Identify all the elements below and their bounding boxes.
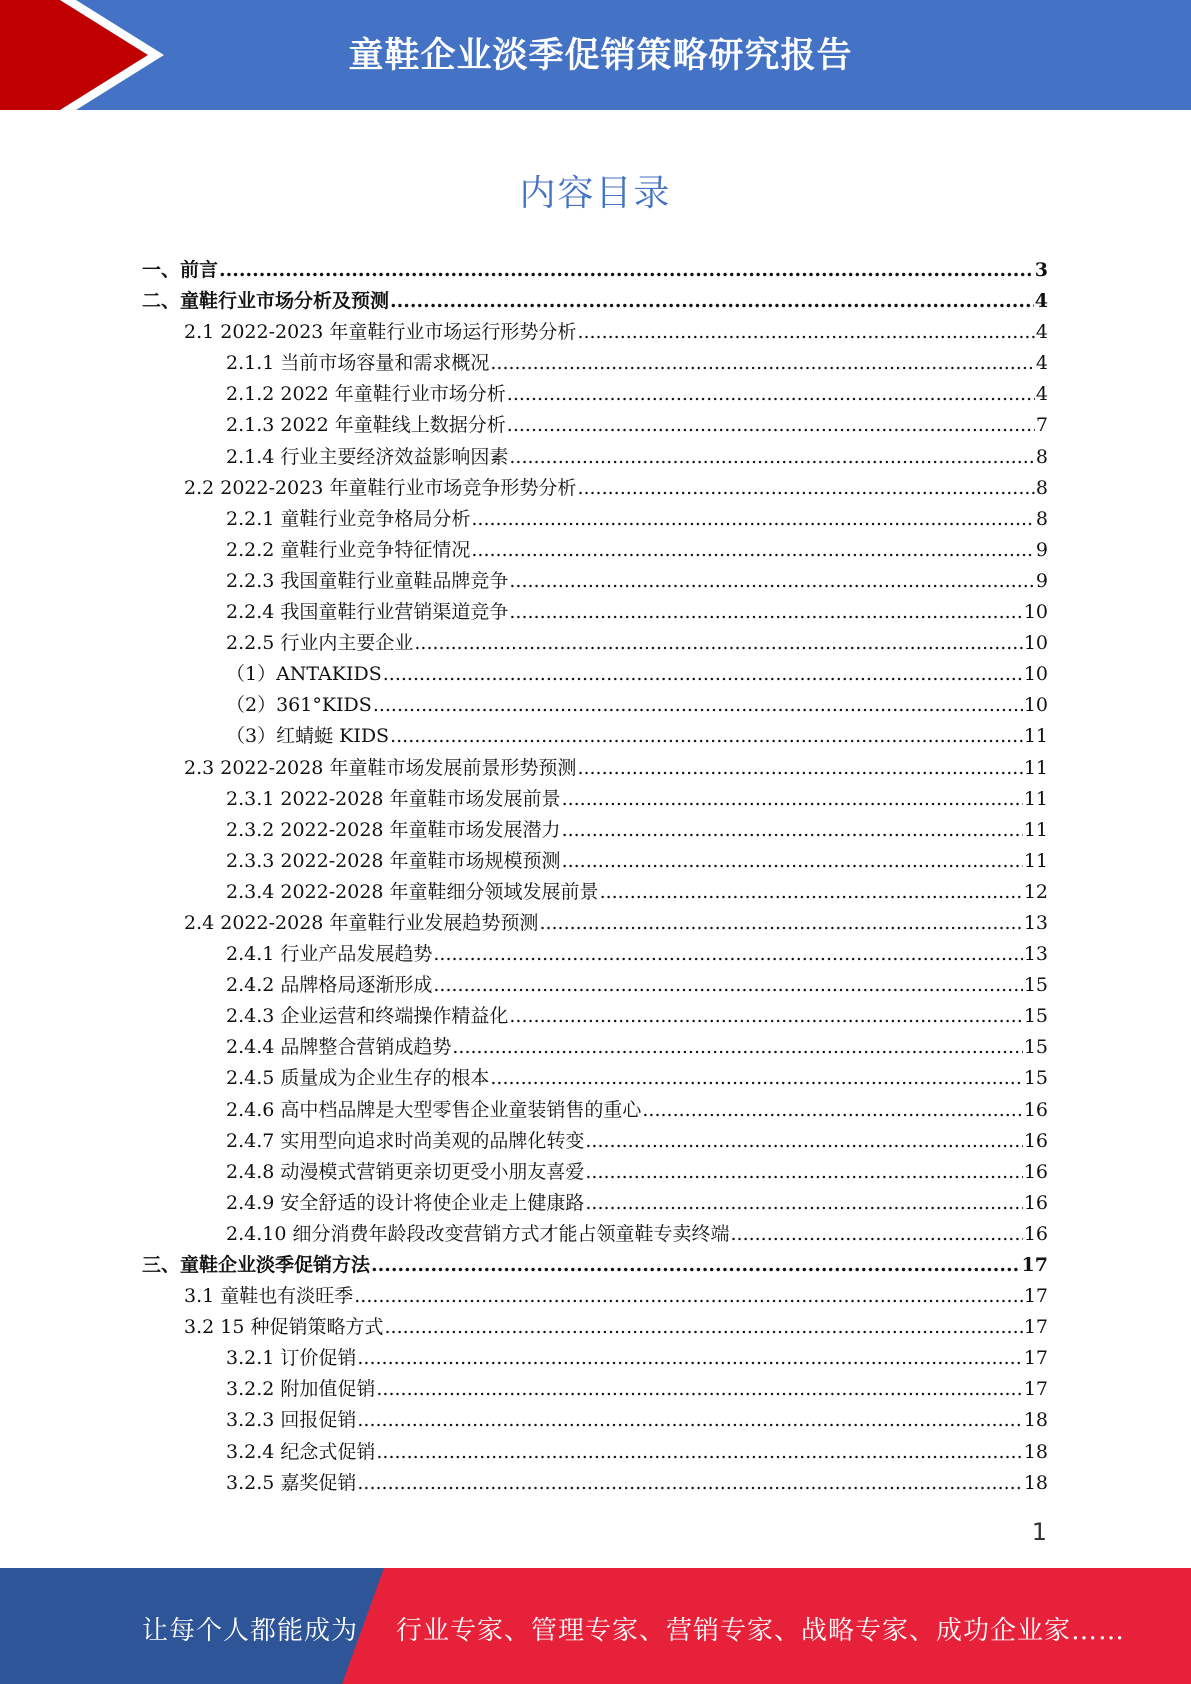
toc-entry[interactable] xyxy=(142,1468,1048,1499)
footer-slogan-right: 行业专家、管理专家、营销专家、战略专家、成功企业家…… xyxy=(396,1616,1126,1646)
toc-entry[interactable] xyxy=(142,597,1048,628)
toc-leader-dots xyxy=(562,815,1023,846)
toc-leader-dots xyxy=(507,379,1035,410)
toc-entry-title: 2.4.1 行业产品发展趋势 xyxy=(226,943,433,966)
toc-entry-page: 8 xyxy=(1035,445,1048,468)
toc-entry-title: 2.4.5 质量成为企业生存的根本 xyxy=(226,1067,490,1090)
toc-entry-title: 2.1.3 2022 年童鞋线上数据分析 xyxy=(226,414,506,437)
toc-leader-dots xyxy=(509,597,1022,628)
page-footer xyxy=(0,1568,1191,1684)
toc-leader-dots xyxy=(585,1157,1022,1188)
toc-entry-page: 16 xyxy=(1023,1129,1048,1152)
toc-leader-dots xyxy=(390,721,1023,752)
toc-entry-page: 7 xyxy=(1035,414,1048,437)
toc-entry-page: 16 xyxy=(1023,1098,1048,1121)
toc-entry[interactable] xyxy=(142,1281,1048,1312)
toc-entry-page: 18 xyxy=(1023,1471,1048,1494)
toc-entry-title: 3.1 童鞋也有淡旺季 xyxy=(184,1285,354,1308)
toc-entry-page: 9 xyxy=(1035,538,1048,561)
toc-entry[interactable] xyxy=(142,1157,1048,1188)
toc-leader-dots xyxy=(577,753,1022,784)
toc-entry-title: 3.2 15 种促销策略方式 xyxy=(184,1316,384,1339)
toc-entry-title: 2.1 2022-2023 年童鞋行业市场运行形势分析 xyxy=(184,321,577,344)
toc-entry-page: 3 xyxy=(1034,259,1048,281)
toc-leader-dots xyxy=(471,535,1035,566)
toc-entry[interactable] xyxy=(142,504,1048,535)
toc-entry-page: 10 xyxy=(1023,632,1048,655)
toc-leader-dots xyxy=(414,628,1022,659)
toc-entry[interactable] xyxy=(142,255,1048,286)
toc-entry-title: 2.2.5 行业内主要企业 xyxy=(226,632,414,655)
toc-entry[interactable] xyxy=(142,1437,1048,1468)
toc-leader-dots xyxy=(452,1032,1022,1063)
toc-entry-title: （3）红蜻蜓 KIDS xyxy=(226,725,390,748)
toc-entry[interactable] xyxy=(142,1063,1048,1094)
toc-entry-page: 13 xyxy=(1023,943,1048,966)
toc-entry-page: 13 xyxy=(1023,911,1048,934)
toc-leader-dots xyxy=(371,1250,1021,1281)
toc-entry-page: 8 xyxy=(1035,476,1048,499)
toc-entry-page: 8 xyxy=(1035,507,1048,530)
toc-entry[interactable] xyxy=(142,379,1048,410)
toc-entry-page: 15 xyxy=(1023,974,1048,997)
toc-entry-title: 2.2 2022-2023 年童鞋行业市场竞争形势分析 xyxy=(184,476,577,499)
table-of-contents xyxy=(142,255,1048,1499)
toc-entry-title: 3.2.5 嘉奖促销 xyxy=(226,1471,357,1494)
toc-entry[interactable] xyxy=(142,317,1048,348)
toc-entry[interactable] xyxy=(142,410,1048,441)
toc-leader-dots xyxy=(585,1188,1022,1219)
toc-entry-title: 2.2.4 我国童鞋行业营销渠道竞争 xyxy=(226,601,509,624)
toc-entry[interactable] xyxy=(142,1095,1048,1126)
toc-entry[interactable] xyxy=(142,535,1048,566)
toc-leader-dots xyxy=(390,286,1034,317)
toc-entry-title: 2.3 2022-2028 年童鞋市场发展前景形势预测 xyxy=(184,756,577,779)
toc-entry-page: 17 xyxy=(1023,1347,1048,1370)
toc-entry-page: 4 xyxy=(1034,290,1048,313)
toc-entry[interactable] xyxy=(142,784,1048,815)
toc-entry-page: 11 xyxy=(1023,849,1048,872)
toc-leader-dots xyxy=(219,255,1034,286)
toc-leader-dots xyxy=(354,1281,1023,1312)
toc-entry[interactable] xyxy=(142,1374,1048,1405)
toc-entry-title: 2.3.3 2022-2028 年童鞋市场规模预测 xyxy=(226,849,561,872)
toc-entry-page: 17 xyxy=(1023,1285,1048,1308)
toc-entry-page: 17 xyxy=(1021,1254,1048,1276)
toc-entry[interactable] xyxy=(142,473,1048,504)
toc-leader-dots xyxy=(577,317,1034,348)
toc-entry-title: 2.4.2 品牌格局逐渐形成 xyxy=(226,974,433,997)
toc-leader-dots xyxy=(490,1063,1022,1094)
toc-leader-dots xyxy=(730,1219,1022,1250)
toc-entry-page: 16 xyxy=(1023,1160,1048,1183)
toc-entry-page: 18 xyxy=(1023,1440,1048,1463)
toc-entry-title: 三、童鞋企业淡季促销方法 xyxy=(142,1254,371,1276)
footer-slogan-left: 让每个人都能成为 xyxy=(142,1616,359,1646)
toc-entry[interactable] xyxy=(142,753,1048,784)
toc-leader-dots xyxy=(433,939,1022,970)
toc-leader-dots xyxy=(539,908,1022,939)
toc-entry-title: 2.4.9 安全舒适的设计将使企业走上健康路 xyxy=(226,1191,585,1214)
toc-entry[interactable] xyxy=(142,690,1048,721)
toc-entry-title: 2.1.1 当前市场容量和需求概况 xyxy=(226,352,490,375)
report-title: 童鞋企业淡季促销策略研究报告 xyxy=(348,36,853,76)
toc-leader-dots xyxy=(357,1468,1022,1499)
toc-entry-page: 10 xyxy=(1023,601,1048,624)
toc-entry-page: 15 xyxy=(1023,1067,1048,1090)
toc-entry[interactable] xyxy=(142,939,1048,970)
toc-entry-title: 2.2.2 童鞋行业竞争特征情况 xyxy=(226,538,471,561)
toc-entry-title: 2.2.3 我国童鞋行业童鞋品牌竞争 xyxy=(226,569,509,592)
toc-entry[interactable] xyxy=(142,846,1048,877)
toc-entry-title: 2.4.4 品牌整合营销成趋势 xyxy=(226,1036,452,1059)
toc-entry-page: 10 xyxy=(1023,694,1048,717)
toc-leader-dots xyxy=(376,1374,1022,1405)
toc-entry[interactable] xyxy=(142,908,1048,939)
toc-entry[interactable] xyxy=(142,721,1048,752)
toc-entry[interactable] xyxy=(142,1032,1048,1063)
toc-entry-title: 2.4.7 实用型向追求时尚美观的品牌化转变 xyxy=(226,1129,585,1152)
toc-leader-dots xyxy=(373,690,1023,721)
toc-leader-dots xyxy=(471,504,1035,535)
toc-entry-title: （2）361°KIDS xyxy=(226,694,372,717)
toc-entry[interactable] xyxy=(142,1405,1048,1436)
toc-entry[interactable] xyxy=(142,1250,1048,1281)
toc-entry-title: 3.2.2 附加值促销 xyxy=(226,1378,376,1401)
toc-entry-page: 16 xyxy=(1023,1222,1048,1245)
toc-entry-page: 15 xyxy=(1023,1005,1048,1028)
toc-leader-dots xyxy=(490,348,1035,379)
toc-entry[interactable] xyxy=(142,1312,1048,1343)
toc-entry[interactable] xyxy=(142,566,1048,597)
toc-entry-title: 2.4.8 动漫模式营销更亲切更受小朋友喜爱 xyxy=(226,1160,585,1183)
toc-entry[interactable] xyxy=(142,1188,1048,1219)
toc-entry-title: 2.4.3 企业运营和终端操作精益化 xyxy=(226,1005,509,1028)
toc-entry-page: 15 xyxy=(1023,1036,1048,1059)
toc-leader-dots xyxy=(509,566,1035,597)
toc-entry[interactable] xyxy=(142,815,1048,846)
toc-entry-title: 2.4.10 细分消费年龄段改变营销方式才能占领童鞋专卖终端 xyxy=(226,1222,730,1245)
toc-entry-title: 2.3.2 2022-2028 年童鞋市场发展潜力 xyxy=(226,818,561,841)
toc-entry-title: 2.4 2022-2028 年童鞋行业发展趋势预测 xyxy=(184,911,539,934)
toc-leader-dots xyxy=(357,1343,1022,1374)
toc-leader-dots xyxy=(585,1126,1022,1157)
toc-leader-dots xyxy=(507,410,1035,441)
toc-entry-title: 一、前言 xyxy=(142,259,219,281)
toc-entry-page: 11 xyxy=(1023,725,1048,748)
toc-leader-dots xyxy=(383,659,1023,690)
toc-entry-title: 2.3.4 2022-2028 年童鞋细分领域发展前景 xyxy=(226,880,599,903)
toc-entry-page: 11 xyxy=(1023,756,1048,779)
toc-leader-dots xyxy=(509,1001,1022,1032)
toc-entry-page: 4 xyxy=(1035,321,1048,344)
toc-leader-dots xyxy=(376,1437,1022,1468)
toc-leader-dots xyxy=(562,784,1023,815)
toc-leader-dots xyxy=(577,473,1034,504)
toc-entry-page: 4 xyxy=(1035,383,1048,406)
toc-entry-page: 9 xyxy=(1035,569,1048,592)
toc-entry-title: 3.2.1 订价促销 xyxy=(226,1347,357,1370)
toc-entry[interactable] xyxy=(142,970,1048,1001)
toc-entry-page: 11 xyxy=(1023,787,1048,810)
toc-entry[interactable] xyxy=(142,1001,1048,1032)
toc-entry-title: 2.1.2 2022 年童鞋行业市场分析 xyxy=(226,383,506,406)
toc-entry-page: 17 xyxy=(1023,1316,1048,1339)
toc-entry-page: 12 xyxy=(1023,880,1048,903)
toc-entry[interactable] xyxy=(142,286,1048,317)
toc-entry[interactable] xyxy=(142,659,1048,690)
page-header xyxy=(0,0,1191,110)
toc-entry-title: 2.4.6 高中档品牌是大型零售企业童装销售的重心 xyxy=(226,1098,642,1121)
toc-entry-title: 3.2.4 纪念式促销 xyxy=(226,1440,376,1463)
toc-entry[interactable] xyxy=(142,628,1048,659)
toc-leader-dots xyxy=(562,846,1023,877)
toc-entry-title: 2.1.4 行业主要经济效益影响因素 xyxy=(226,445,509,468)
toc-entry-title: 3.2.3 回报促销 xyxy=(226,1409,357,1432)
toc-entry-title: 二、童鞋行业市场分析及预测 xyxy=(142,290,390,313)
toc-entry-page: 17 xyxy=(1023,1378,1048,1401)
toc-entry[interactable] xyxy=(142,442,1048,473)
toc-leader-dots xyxy=(384,1312,1022,1343)
toc-entry[interactable] xyxy=(142,1126,1048,1157)
toc-entry[interactable] xyxy=(142,348,1048,379)
toc-entry[interactable] xyxy=(142,1219,1048,1250)
toc-leader-dots xyxy=(433,970,1022,1001)
toc-leader-dots xyxy=(642,1095,1022,1126)
toc-leader-dots xyxy=(600,877,1023,908)
toc-title: 内容目录 xyxy=(519,173,672,214)
toc-entry-page: 10 xyxy=(1023,663,1048,686)
toc-entry-page: 16 xyxy=(1023,1191,1048,1214)
toc-entry-title: （1）ANTAKIDS xyxy=(226,663,382,686)
toc-leader-dots xyxy=(357,1405,1022,1436)
toc-entry-title: 2.3.1 2022-2028 年童鞋市场发展前景 xyxy=(226,787,561,810)
toc-entry[interactable] xyxy=(142,877,1048,908)
page-number: 1 xyxy=(1031,1518,1047,1546)
toc-entry[interactable] xyxy=(142,1343,1048,1374)
toc-entry-page: 11 xyxy=(1023,818,1048,841)
toc-leader-dots xyxy=(509,442,1035,473)
toc-entry-page: 18 xyxy=(1023,1409,1048,1432)
toc-entry-title: 2.2.1 童鞋行业竞争格局分析 xyxy=(226,507,471,530)
toc-entry-page: 4 xyxy=(1035,352,1048,375)
